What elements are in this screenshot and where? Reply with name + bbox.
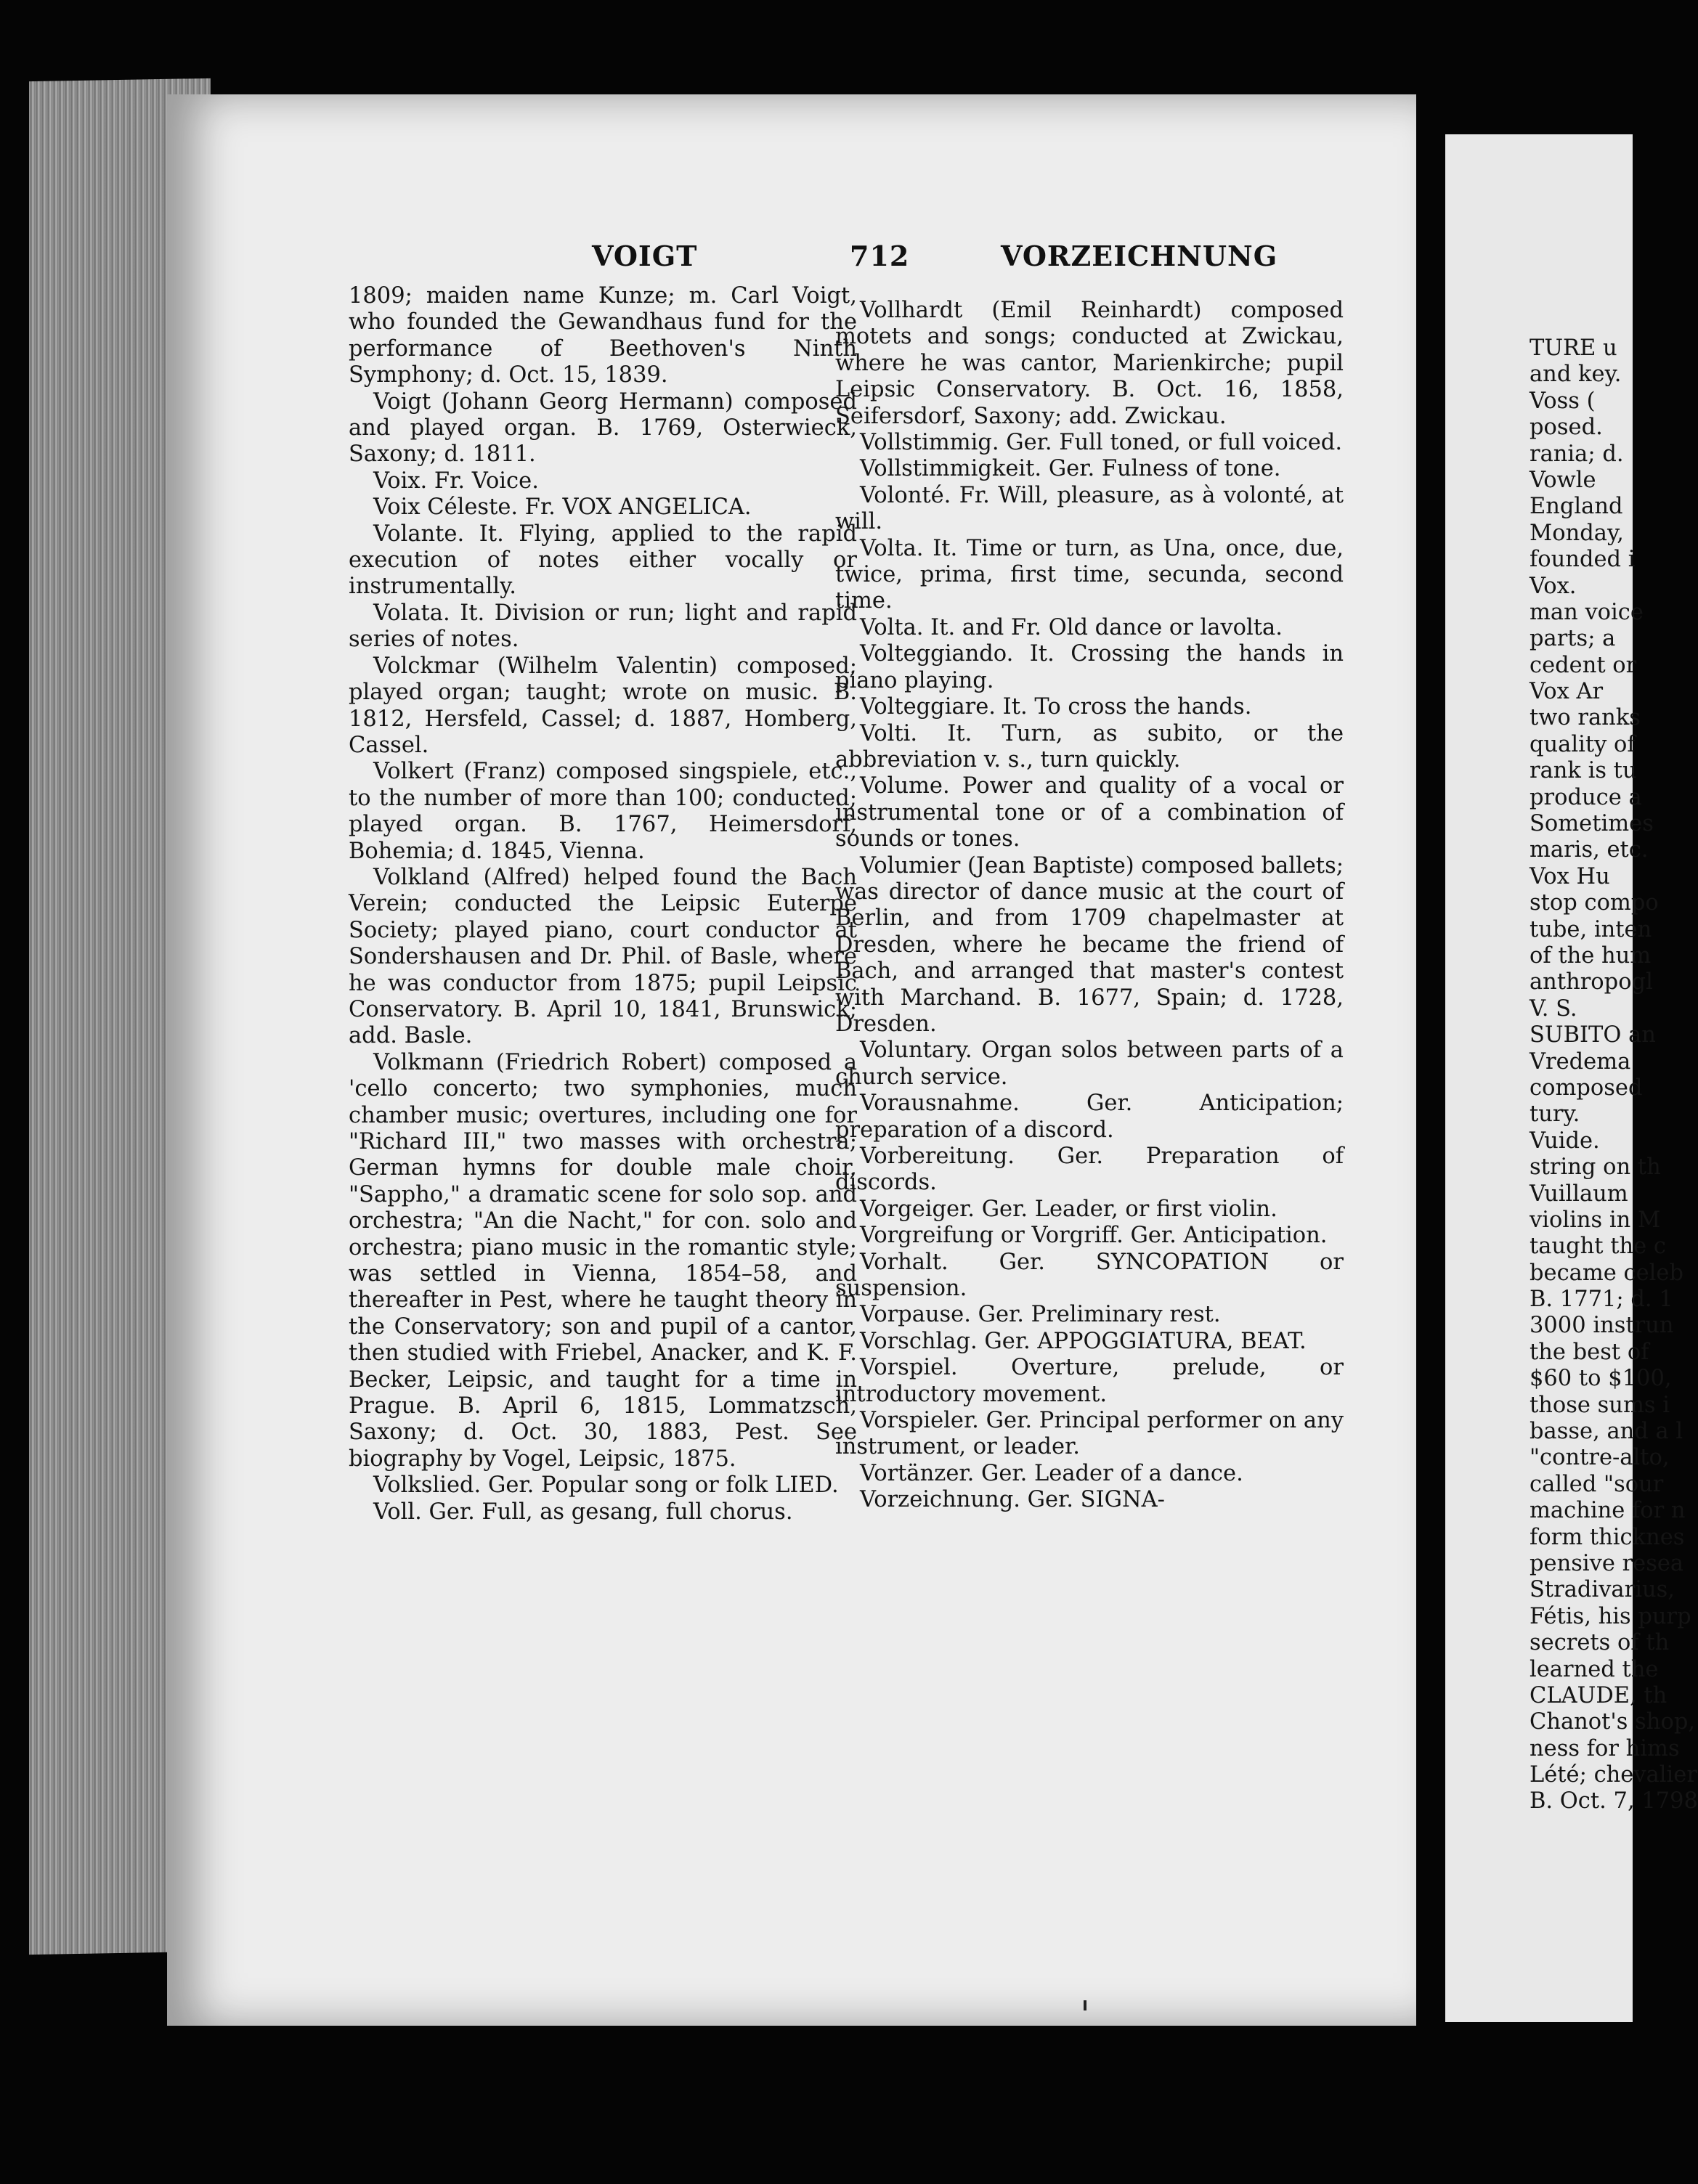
dictionary-entry: Volteggiare. It. To cross the hands.: [860, 694, 1252, 720]
facing-page-line: posed.: [1530, 415, 1603, 441]
facing-page-line: learned the: [1530, 1656, 1659, 1682]
dictionary-entry: Vorpause. Ger. Preliminary rest.: [860, 1302, 1221, 1328]
facing-page-line: Vox.: [1530, 573, 1577, 599]
dictionary-entry: Vorgreifung or Vorgriff. Ger. Anticipation.: [860, 1223, 1328, 1249]
facing-page-line: cedent or: [1530, 652, 1637, 678]
dictionary-entry: Vollhardt (Emil Reinhardt) composed motets and songs; conducted at Zwickau, where he was cantor, Marienkirche; pupil Leipsic Conservatory. B. Oct. 16, 1858, Seifersdorf, Saxony; add. Zwickau.: [835, 298, 1344, 429]
facing-page-line: two ranks: [1530, 705, 1641, 731]
facing-page-line: Vowle: [1530, 467, 1596, 493]
facing-page-line: of the hum: [1530, 942, 1652, 969]
facing-page-line: England: [1530, 494, 1623, 520]
facing-page-line: tube, inten: [1530, 916, 1652, 942]
facing-page-line: rania; d.: [1530, 441, 1624, 467]
facing-page-line: Vox Hu: [1530, 863, 1610, 889]
dictionary-entry: Voix. Fr. Voice.: [373, 468, 539, 494]
page-number: 712: [850, 240, 910, 272]
dictionary-entry: Volumier (Jean Baptiste) composed ballets; was director of dance music at the court of Berlin, and from 1709 chapelmaster at Dresden, where he became the friend of Bach, and arranged that master's contest with Marchand. B. 1677, Spain; d. 1728, Dresden.: [835, 852, 1344, 1037]
dictionary-entry: Voll. Ger. Full, as gesang, full chorus.: [373, 1499, 793, 1525]
facing-page-line: tury.: [1530, 1101, 1580, 1128]
dictionary-entry: Vorbereitung. Ger. Preparation of discords.: [835, 1144, 1344, 1196]
dictionary-entry: Volkmann (Friedrich Robert) composed a 'cello concerto; two symphonies, much chamber music; overtures, including one for "Richard III," two masses with orchestra; German hymns for double male choir, "Sappho," a dramatic scene for solo sop. and orchestra; "An die Nacht," for con. solo and orchestra; piano music in the romantic style; was settled in Vienna, 1854–58, and thereafter in Pest, where he taught theory in the Conservatory; son and pupil of a cantor, then studied with Friebel, Anacker, and K. F. Becker, Leipsic, and taught for a time in Prague. B. April 6, 1815, Lommatzsch, Saxony; d. Oct. 30, 1883, Pest. See biography by Vogel, Leipsic, 1875.: [349, 1049, 857, 1472]
facing-page-line: Lété; chevalier: [1530, 1762, 1697, 1788]
facing-page-line: stop compo: [1530, 890, 1659, 916]
facing-page-line: produce a: [1530, 784, 1642, 810]
facing-page-line: anthropogl: [1530, 969, 1653, 995]
facing-page-line: founded i: [1530, 547, 1636, 573]
dictionary-entry: Volkland (Alfred) helped found the Bach Verein; conducted the Leipsic Euterpe Society; played piano, court conductor at Sondershausen and Dr. Phil. of Basle, where he was conductor from 1875; pupil Leipsic Conservatory. B. April 10, 1841, Brunswick; add. Basle.: [349, 864, 857, 1049]
dictionary-entry: Vorgeiger. Ger. Leader, or first violin.: [860, 1196, 1277, 1222]
facing-page-line: and key.: [1530, 362, 1622, 388]
facing-page-line: B. Oct. 7, 1798: [1530, 1788, 1698, 1814]
dictionary-entry: Volti. It. Turn, as subito, or the abbreviation v. s., turn quickly.: [835, 720, 1344, 773]
dictionary-entry: Volkert (Franz) composed singspiele, etc., to the number of more than 100; conducted; played organ. B. 1767, Heimersdorf, Bohemia; d. 1845, Vienna.: [349, 759, 857, 864]
dictionary-entry: Volkslied. Ger. Popular song or folk LIED.: [373, 1472, 839, 1499]
facing-page-line: those sums i: [1530, 1392, 1670, 1418]
dictionary-entry: Vollstimmigkeit. Ger. Fulness of tone.: [860, 456, 1281, 482]
facing-page-line: SUBITO an: [1530, 1022, 1656, 1048]
facing-page-line: the best of: [1530, 1339, 1649, 1365]
dictionary-entry: Volonté. Fr. Will, pleasure, as à volonté, at will.: [835, 482, 1344, 535]
facing-page-line: ness for hims: [1530, 1735, 1680, 1761]
facing-page-line: "contre-alto,: [1530, 1445, 1670, 1471]
facing-page-line: parts; a: [1530, 626, 1616, 652]
dictionary-entry: 1809; maiden name Kunze; m. Carl Voigt, who founded the Gewandhaus fund for the performance of Beethoven's Ninth Symphony; d. Oct. 15, 1839.: [349, 283, 857, 388]
dictionary-entry: Vorspiel. Overture, prelude, or introductory movement.: [835, 1355, 1344, 1407]
dictionary-entry: Vorausnahme. Ger. Anticipation; preparation of a discord.: [835, 1091, 1344, 1143]
facing-page-column: [1530, 335, 1698, 1815]
dictionary-entry: Voigt (Johann Georg Hermann) composed and played organ. B. 1769, Osterwieck, Saxony; d. 1811.: [349, 388, 857, 468]
dictionary-entry: Vollstimmig. Ger. Full toned, or full voiced.: [860, 430, 1343, 456]
facing-page-line: V. S.: [1530, 995, 1577, 1022]
facing-page-line: pensive resea: [1530, 1550, 1684, 1576]
dictionary-entry: Voix Céleste. Fr. VOX ANGELICA.: [373, 494, 752, 521]
facing-page-line: became celeb: [1530, 1260, 1683, 1286]
facing-page-line: Chanot's shop,: [1530, 1709, 1696, 1735]
facing-page-line: taught the c: [1530, 1234, 1666, 1260]
facing-page-line: rank is tu: [1530, 758, 1637, 784]
dictionary-entry: Vorspieler. Ger. Principal performer on any instrument, or leader.: [835, 1408, 1344, 1460]
facing-page-line: Fétis, his purp: [1530, 1603, 1691, 1629]
facing-page-line: composed: [1530, 1075, 1643, 1101]
facing-page-line: maris, etc.: [1530, 837, 1649, 863]
dictionary-entry: Volckmar (Wilhelm Valentin) composed; played organ; taught; wrote on music. B. 1812, Hersfeld, Cassel; d. 1887, Homberg, Cassel.: [349, 653, 857, 758]
facing-page-line: CLAUDE, th: [1530, 1682, 1667, 1708]
dictionary-entry: Vortänzer. Ger. Leader of a dance.: [860, 1460, 1243, 1486]
facing-page-line: Stradivarius,: [1530, 1577, 1675, 1603]
facing-page-line: Voss (: [1530, 388, 1596, 414]
facing-page-line: Vuillaum: [1530, 1181, 1628, 1207]
right-column: [835, 298, 1344, 1514]
dictionary-entry: Volta. It. and Fr. Old dance or lavolta.: [860, 614, 1283, 640]
facing-page-line: machine for n: [1530, 1498, 1686, 1524]
running-head-left: VOIGT: [592, 240, 698, 272]
dictionary-entry: Volante. It. Flying, applied to the rapid execution of notes either vocally or instrumentally.: [349, 521, 857, 600]
facing-page-line: violins in M: [1530, 1207, 1661, 1233]
facing-page-line: secrets of th: [1530, 1630, 1670, 1656]
dictionary-entry: Volteggiando. It. Crossing the hands in piano playing.: [835, 641, 1344, 693]
facing-page-line: form thicknes: [1530, 1524, 1685, 1550]
facing-page-line: Vuide.: [1530, 1128, 1600, 1154]
facing-page-line: Monday,: [1530, 520, 1624, 546]
facing-page-line: Vredema: [1530, 1048, 1631, 1075]
facing-page-line: called "sour: [1530, 1471, 1664, 1497]
facing-page-line: basse, and a l: [1530, 1419, 1683, 1445]
dictionary-entry: Volata. It. Division or run; light and rapid series of notes.: [349, 600, 857, 653]
dictionary-entry: Vorschlag. Ger. APPOGGIATURA, BEAT.: [860, 1328, 1307, 1354]
ink-mark: [1084, 2000, 1086, 2010]
facing-page-line: Vox Ar: [1530, 679, 1604, 705]
running-head-right: VORZEICHNUNG: [1001, 240, 1278, 272]
dictionary-entry: Volta. It. Time or turn, as Una, once, due, twice, prima, first time, secunda, second time.: [835, 535, 1344, 614]
facing-page-line: $60 to $100,: [1530, 1366, 1672, 1392]
facing-page-line: man voice: [1530, 599, 1644, 625]
dictionary-entry: Vorhalt. Ger. SYNCOPATION or suspension.: [835, 1249, 1344, 1302]
dictionary-entry: Vorzeichnung. Ger. SIGNA-: [860, 1487, 1165, 1513]
left-column: [349, 283, 857, 1525]
facing-page-line: Sometimes: [1530, 811, 1654, 837]
facing-page-line: B. 1771; d. 1: [1530, 1287, 1673, 1313]
facing-page-line: string on th: [1530, 1154, 1661, 1181]
dictionary-entry: Voluntary. Organ solos between parts of a church service.: [835, 1038, 1344, 1090]
facing-page-line: 3000 instrun: [1530, 1313, 1674, 1339]
facing-page-line: TURE u: [1530, 335, 1617, 361]
dictionary-entry: Volume. Power and quality of a vocal or instrumental tone or of a combination of sounds or tones.: [835, 773, 1344, 852]
facing-page-line: quality of: [1530, 731, 1636, 757]
